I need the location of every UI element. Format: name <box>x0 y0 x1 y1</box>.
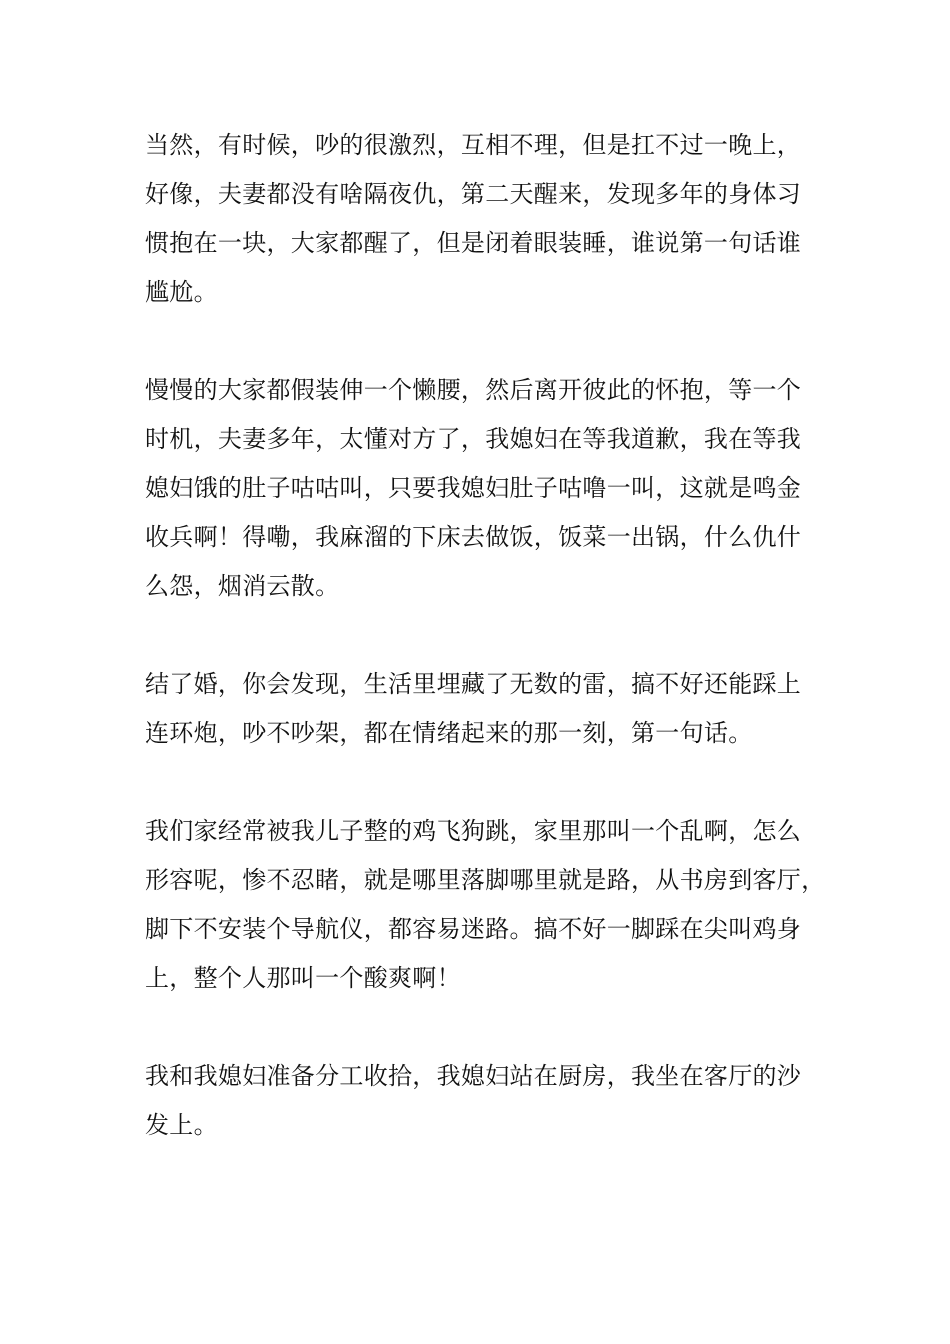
text-line: 慢慢的大家都假装伸一个懒腰，然后离开彼此的怀抱，等一个 <box>145 376 802 404</box>
text-line: 媳妇饿的肚子咕咕叫，只要我媳妇肚子咕噜一叫，这就是鸣金 <box>145 474 802 502</box>
text-line: 形容呢，惨不忍睹，就是哪里落脚哪里就是路，从书房到客厅， <box>145 866 826 894</box>
paragraph-5 <box>145 1052 825 1150</box>
text-line: 尴尬。 <box>145 278 218 306</box>
paragraph-3 <box>145 660 825 758</box>
text-line: 我们家经常被我儿子整的鸡飞狗跳，家里那叫一个乱啊，怎么 <box>145 817 802 845</box>
text-line: 好像，夫妻都没有啥隔夜仇，第二天醒来，发现多年的身体习 <box>145 180 802 208</box>
text-line: 发上。 <box>145 1111 218 1139</box>
text-line: 上，整个人那叫一个酸爽啊！ <box>145 964 461 992</box>
text-line: 当然，有时候，吵的很激烈，互相不理，但是扛不过一晚上， <box>145 131 802 159</box>
document-body <box>145 121 825 1199</box>
paragraph-1 <box>145 121 825 317</box>
paragraph-2 <box>145 366 825 611</box>
text-line: 么怨，烟消云散。 <box>145 572 340 600</box>
text-line: 我和我媳妇准备分工收拾，我媳妇站在厨房，我坐在客厅的沙 <box>145 1062 802 1090</box>
text-line: 结了婚，你会发现，生活里埋藏了无数的雷，搞不好还能踩上 <box>145 670 802 698</box>
text-line: 收兵啊！得嘞，我麻溜的下床去做饭，饭菜一出锅，什么仇什 <box>145 523 802 551</box>
text-line: 连环炮，吵不吵架，都在情绪起来的那一刻，第一句话。 <box>145 719 753 747</box>
text-line: 脚下不安装个导航仪，都容易迷路。搞不好一脚踩在尖叫鸡身 <box>145 915 802 943</box>
text-line: 时机，夫妻多年，太懂对方了，我媳妇在等我道歉，我在等我 <box>145 425 802 453</box>
text-line: 惯抱在一块，大家都醒了，但是闭着眼装睡，谁说第一句话谁 <box>145 229 802 257</box>
paragraph-4 <box>145 807 825 1003</box>
